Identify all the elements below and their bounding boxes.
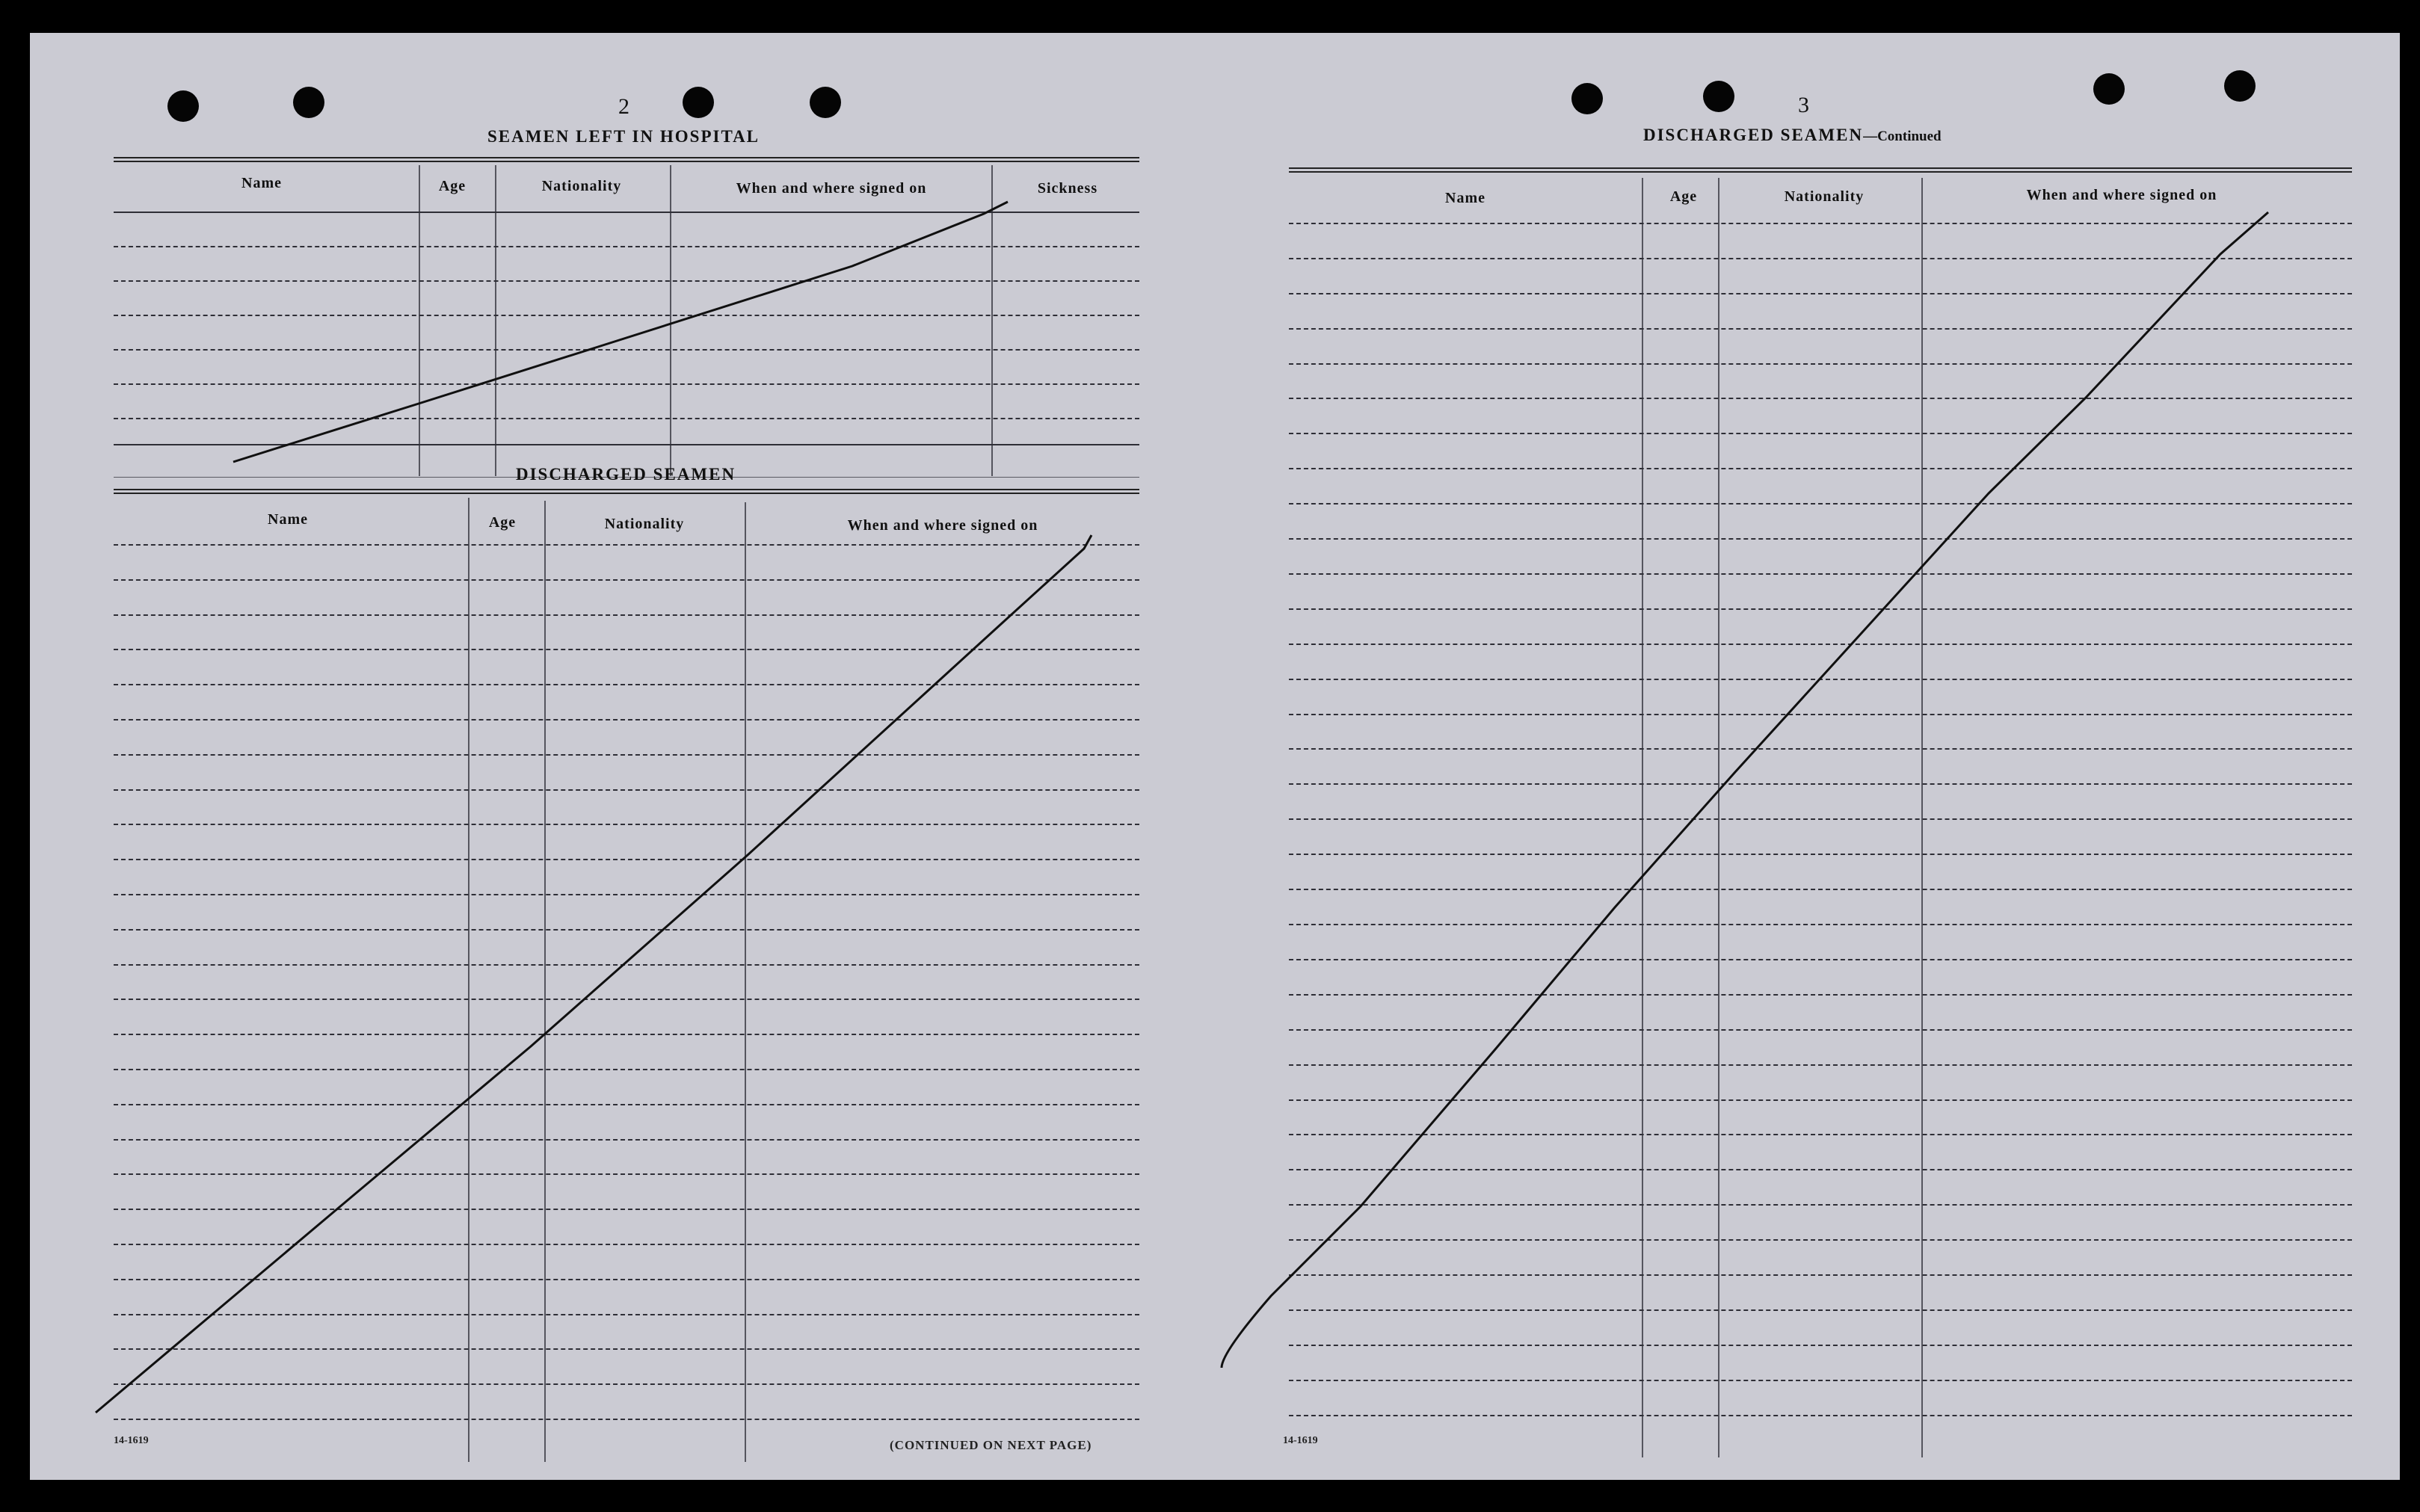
strike-line-hospital (233, 202, 1008, 462)
right-col-nationality: Nationality (1784, 188, 1865, 205)
form-number-right: 14-1619 (1283, 1435, 1318, 1446)
cancel-strokes (30, 33, 2400, 1480)
hospital-col-sickness: Sickness (1037, 180, 1098, 197)
page-number-right: 3 (1798, 93, 1809, 117)
discharged-col-name: Name (268, 511, 308, 528)
discharged-col-signed-on: When and where signed on (847, 517, 1038, 534)
hospital-col-nationality: Nationality (541, 178, 622, 194)
hospital-col-name: Name (241, 175, 282, 191)
continued-note: (CONTINUED ON NEXT PAGE) (890, 1438, 1092, 1452)
right-col-age: Age (1669, 188, 1698, 205)
discharged-col-nationality: Nationality (604, 516, 685, 532)
discharged-col-age: Age (488, 514, 517, 531)
strike-line-discharged-left (96, 535, 1092, 1413)
right-col-signed-on: When and where signed on (2026, 187, 2217, 203)
strike-line-discharged-right (1222, 212, 2268, 1368)
page-number-left: 2 (618, 94, 629, 119)
discharged-continued-title-main: DISCHARGED SEAMEN (1643, 126, 1864, 144)
hospital-col-signed-on: When and where signed on (736, 180, 927, 197)
discharged-section-title: DISCHARGED SEAMEN (516, 465, 736, 484)
hospital-col-age: Age (438, 178, 467, 194)
right-col-name: Name (1445, 190, 1485, 206)
discharged-continued-title-suffix: —Continued (1863, 129, 1942, 144)
form-number-left: 14-1619 (114, 1435, 149, 1446)
document-sheet (30, 33, 2400, 1480)
hospital-section-title: SEAMEN LEFT IN HOSPITAL (487, 127, 760, 146)
